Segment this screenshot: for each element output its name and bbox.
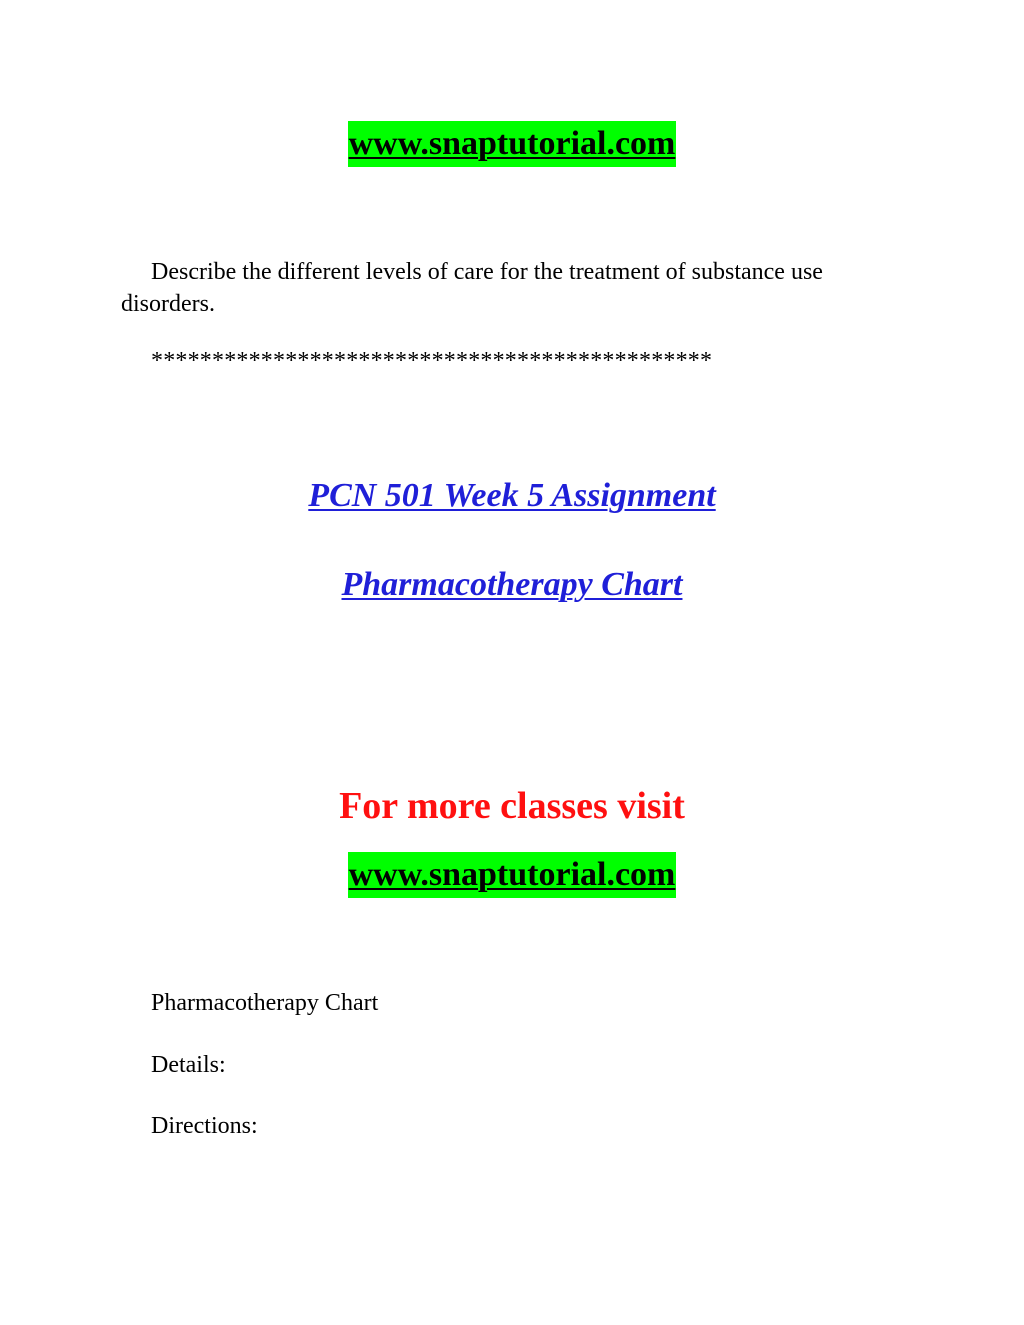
header-site-link[interactable]: www.snaptutorial.com (348, 121, 677, 167)
promo-row (0, 782, 1024, 830)
separator-stars: ********************************************** (151, 348, 713, 374)
promo-site-link[interactable]: www.snaptutorial.com (348, 852, 677, 898)
course-title-link[interactable]: PCN 501 Week 5 Assignment (308, 477, 716, 514)
body-heading: Pharmacotherapy Chart (151, 990, 379, 1016)
promo-heading: For more classes visit (339, 785, 685, 827)
directions-label: Directions: (151, 1113, 258, 1139)
details-label: Details: (151, 1052, 226, 1078)
intro-paragraph: Describe the different levels of care for the treatment of substance use disorders. (121, 259, 823, 317)
course-subtitle-link[interactable]: Pharmacotherapy Chart (341, 566, 683, 603)
header-link-row (0, 121, 1024, 167)
course-title-row (0, 474, 1024, 518)
course-subtitle-row (0, 563, 1024, 607)
promo-link-row (0, 852, 1024, 898)
